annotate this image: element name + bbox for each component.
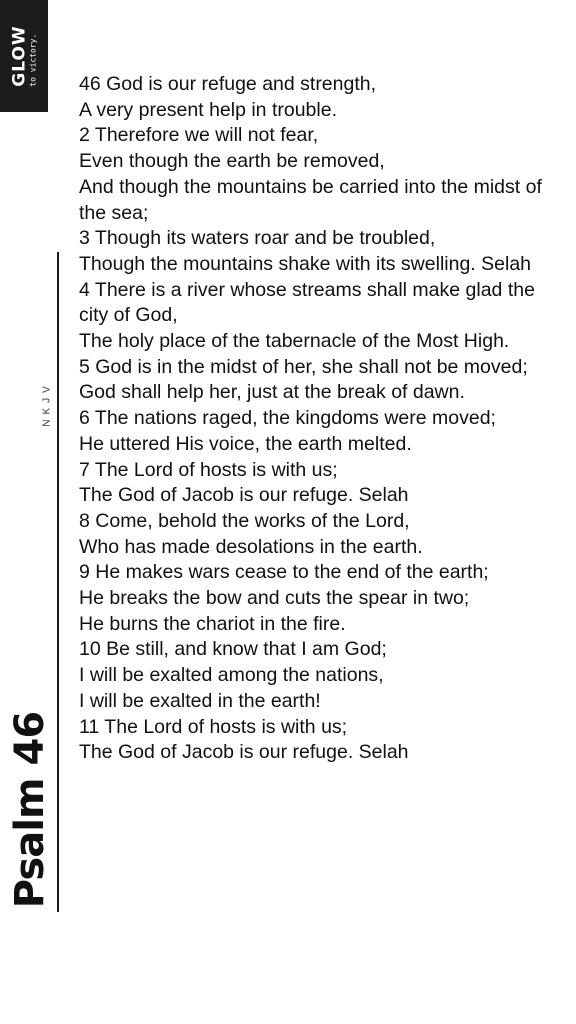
brand-name: GLOW (9, 25, 30, 87)
passage-line: 7 The Lord of hosts is with us; (79, 458, 338, 481)
passage-line: 2 Therefore we will not fear, (79, 124, 319, 147)
passage-line: The God of Jacob is our refuge. Selah (79, 484, 409, 507)
brand-logo-text (11, 25, 38, 86)
passage-line: 11 The Lord of hosts is with us; (79, 715, 348, 738)
brand-tagline: to victory. (28, 33, 38, 87)
passage-line: 10 Be still, and know that I am God; (79, 638, 387, 661)
passage-line: He uttered His voice, the earth melted. (79, 432, 412, 455)
passage-line: He burns the chariot in the fire. (79, 612, 346, 635)
passage-line: He breaks the bow and cuts the spear in two; (79, 587, 470, 610)
passage-text (79, 72, 549, 766)
passage-line: God shall help her, just at the break of dawn. (79, 381, 465, 404)
passage-line: 8 Come, behold the works of the Lord, (79, 509, 410, 532)
passage-line: 3 Though its waters roar and be troubled, (79, 227, 436, 250)
bible-version-label: NKJV (41, 381, 53, 427)
passage-line: I will be exalted among the nations, (79, 664, 384, 687)
brand-logo (0, 0, 48, 112)
passage-line: The holy place of the tabernacle of the Most High. (79, 330, 510, 353)
passage-line: 6 The nations raged, the kingdoms were moved; (79, 407, 496, 430)
passage-line: Though the mountains shake with its swelling. Selah (79, 252, 532, 275)
passage-line: A very present help in trouble. (79, 98, 337, 121)
passage-line: The God of Jacob is our refuge. Selah (79, 741, 409, 764)
passage-line: Even though the earth be removed, (79, 150, 385, 173)
passage-line: 9 He makes wars cease to the end of the earth; (79, 561, 489, 584)
passage-line: I will be exalted in the earth! (79, 689, 321, 712)
vertical-divider (57, 252, 59, 912)
psalm-title: Psalm 46 (7, 711, 53, 909)
passage-line: And though the mountains be carried into the midst of the sea; (79, 175, 542, 224)
passage-line: 4 There is a river whose streams shall make glad the city of God, (79, 278, 535, 327)
passage-line: 5 God is in the midst of her, she shall not be moved; (79, 355, 528, 378)
passage-line: 46 God is our refuge and strength, (79, 73, 377, 95)
passage-line: Who has made desolations in the earth. (79, 535, 423, 558)
